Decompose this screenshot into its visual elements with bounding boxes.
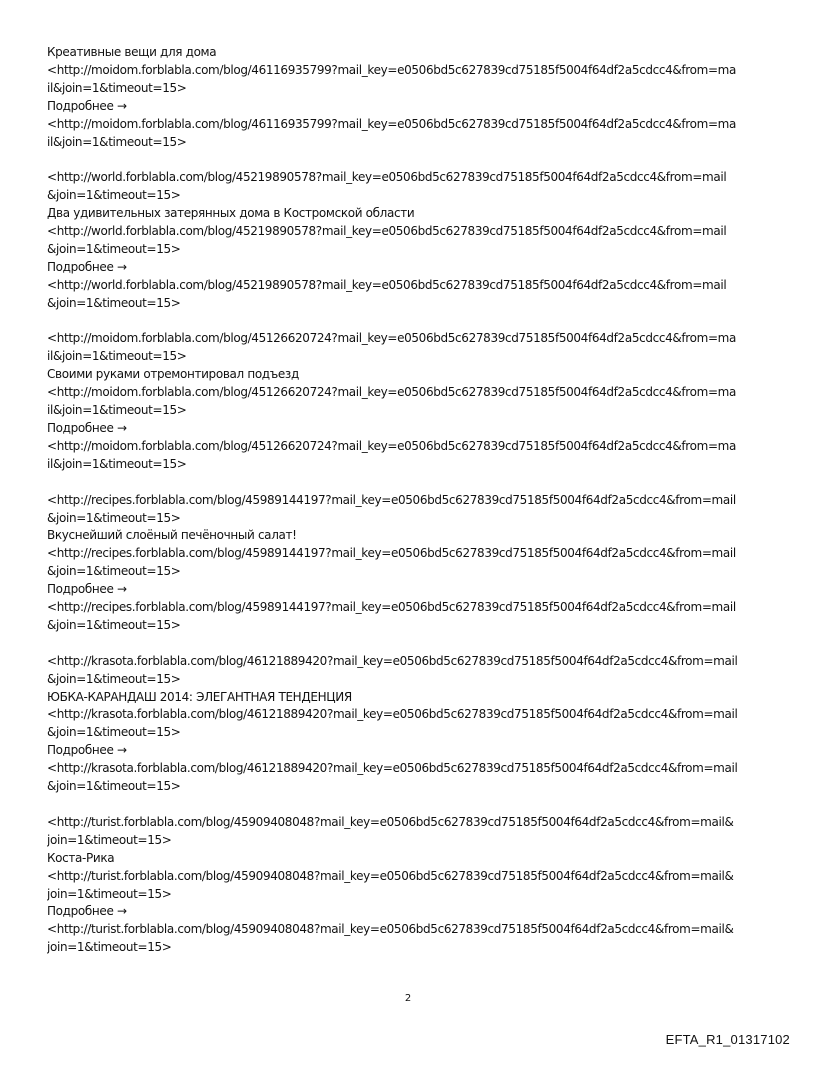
article-link-continuation[interactable]: &join=1&timeout=15> [47, 241, 181, 256]
article-link[interactable]: <http://krasota.forblabla.com/blog/46121889420?mail_key=e0506bd5c627839cd75185f5004f64df2a5cdcc4&from=mail [47, 707, 738, 722]
read-more-link[interactable]: <http://world.forblabla.com/blog/45219890578?mail_key=e0506bd5c627839cd75185f5004f64df2a5cdcc4&from=mail [47, 277, 727, 292]
image-link[interactable]: <http://recipes.forblabla.com/blog/45989144197?mail_key=e0506bd5c627839cd75185f5004f64df2a5cdcc4&from=mail [47, 492, 736, 507]
image-link-continuation[interactable]: &join=1&timeout=15> [47, 188, 181, 203]
article-link[interactable]: <http://turist.forblabla.com/blog/45909408048?mail_key=e0506bd5c627839cd75185f5004f64df2a5cdcc4&from=mail& [47, 868, 734, 883]
email-content [47, 44, 777, 975]
article-block [47, 653, 777, 796]
read-more-link-continuation[interactable]: il&join=1&timeout=15> [47, 456, 187, 471]
read-more-label: Подробнее → [47, 582, 127, 597]
article-title: Два удивительных затерянных дома в Костромской области [47, 206, 415, 221]
page-number: 2 [404, 993, 412, 1004]
article-link-continuation[interactable]: &join=1&timeout=15> [47, 725, 181, 740]
image-link-continuation[interactable]: join=1&timeout=15> [47, 832, 172, 847]
read-more-link[interactable]: <http://krasota.forblabla.com/blog/46121889420?mail_key=e0506bd5c627839cd75185f5004f64df2a5cdcc4&from=mail [47, 761, 738, 776]
read-more-label: Подробнее → [47, 421, 127, 435]
read-more-label: Подробнее → [47, 98, 127, 113]
article-title: Вкуснейший слоёный печёночный салат! [47, 528, 297, 543]
article-block [47, 44, 777, 151]
image-link-continuation[interactable]: &join=1&timeout=15> [47, 510, 181, 525]
image-link[interactable]: <http://krasota.forblabla.com/blog/46121889420?mail_key=e0506bd5c627839cd75185f5004f64df2a5cdcc4&from=mail [47, 653, 738, 668]
image-link[interactable]: <http://world.forblabla.com/blog/45219890578?mail_key=e0506bd5c627839cd75185f5004f64df2a5cdcc4&from=mail [47, 170, 727, 185]
article-block [47, 330, 777, 473]
image-link-continuation[interactable]: &join=1&timeout=15> [47, 671, 181, 686]
read-more-link[interactable]: <http://moidom.forblabla.com/blog/46116935799?mail_key=e0506bd5c627839cd75185f5004f64df2a5cdcc4&from=ma [47, 116, 737, 131]
article-block [47, 492, 777, 635]
read-more-link[interactable]: <http://moidom.forblabla.com/blog/45126620724?mail_key=e0506bd5c627839cd75185f5004f64df2a5cdcc4&from=ma [47, 438, 737, 453]
article-link-continuation[interactable]: il&join=1&timeout=15> [47, 80, 187, 95]
read-more-link[interactable]: <http://turist.forblabla.com/blog/45909408048?mail_key=e0506bd5c627839cd75185f5004f64df2a5cdcc4&from=mail& [47, 922, 734, 937]
read-more-link-continuation[interactable]: join=1&timeout=15> [47, 940, 172, 955]
image-link[interactable]: <http://moidom.forblabla.com/blog/45126620724?mail_key=e0506bd5c627839cd75185f5004f64df2a5cdcc4&from=ma [47, 331, 737, 346]
article-link-continuation[interactable]: &join=1&timeout=15> [47, 564, 181, 579]
article-title: Коста-Рика [47, 850, 115, 865]
read-more-label: Подробнее → [47, 904, 127, 919]
article-block [47, 169, 777, 312]
article-title: Своими руками отремонтировал подъезд [47, 367, 299, 382]
read-more-link-continuation[interactable]: &join=1&timeout=15> [47, 295, 181, 310]
read-more-link[interactable]: <http://recipes.forblabla.com/blog/45989144197?mail_key=e0506bd5c627839cd75185f5004f64df2a5cdcc4&from=mail [47, 600, 736, 615]
read-more-link-continuation[interactable]: &join=1&timeout=15> [47, 779, 181, 794]
read-more-label: Подробнее → [47, 743, 127, 758]
article-title: Креативные вещи для дома [47, 45, 217, 59]
article-link[interactable]: <http://moidom.forblabla.com/blog/45126620724?mail_key=e0506bd5c627839cd75185f5004f64df2a5cdcc4&from=ma [47, 385, 737, 400]
document-id-stamp: EFTA_R1_01317102 [665, 1032, 790, 1047]
article-link[interactable]: <http://recipes.forblabla.com/blog/45989144197?mail_key=e0506bd5c627839cd75185f5004f64df2a5cdcc4&from=mail [47, 546, 736, 561]
article-title: ЮБКА-КАРАНДАШ 2014: ЭЛЕГАНТНАЯ ТЕНДЕНЦИЯ [47, 689, 352, 704]
image-link[interactable]: <http://turist.forblabla.com/blog/45909408048?mail_key=e0506bd5c627839cd75185f5004f64df2a5cdcc4&from=mail& [47, 814, 734, 829]
read-more-label: Подробнее → [47, 259, 127, 274]
article-link-continuation[interactable]: join=1&timeout=15> [47, 886, 172, 901]
read-more-link-continuation[interactable]: &join=1&timeout=15> [47, 617, 181, 632]
article-link-continuation[interactable]: il&join=1&timeout=15> [47, 403, 187, 418]
read-more-link-continuation[interactable]: il&join=1&timeout=15> [47, 134, 187, 149]
article-block [47, 814, 777, 957]
article-link[interactable]: <http://world.forblabla.com/blog/45219890578?mail_key=e0506bd5c627839cd75185f5004f64df2a5cdcc4&from=mail [47, 224, 727, 239]
article-link[interactable]: <http://moidom.forblabla.com/blog/46116935799?mail_key=e0506bd5c627839cd75185f5004f64df2a5cdcc4&from=ma [47, 62, 737, 77]
image-link-continuation[interactable]: il&join=1&timeout=15> [47, 349, 187, 364]
